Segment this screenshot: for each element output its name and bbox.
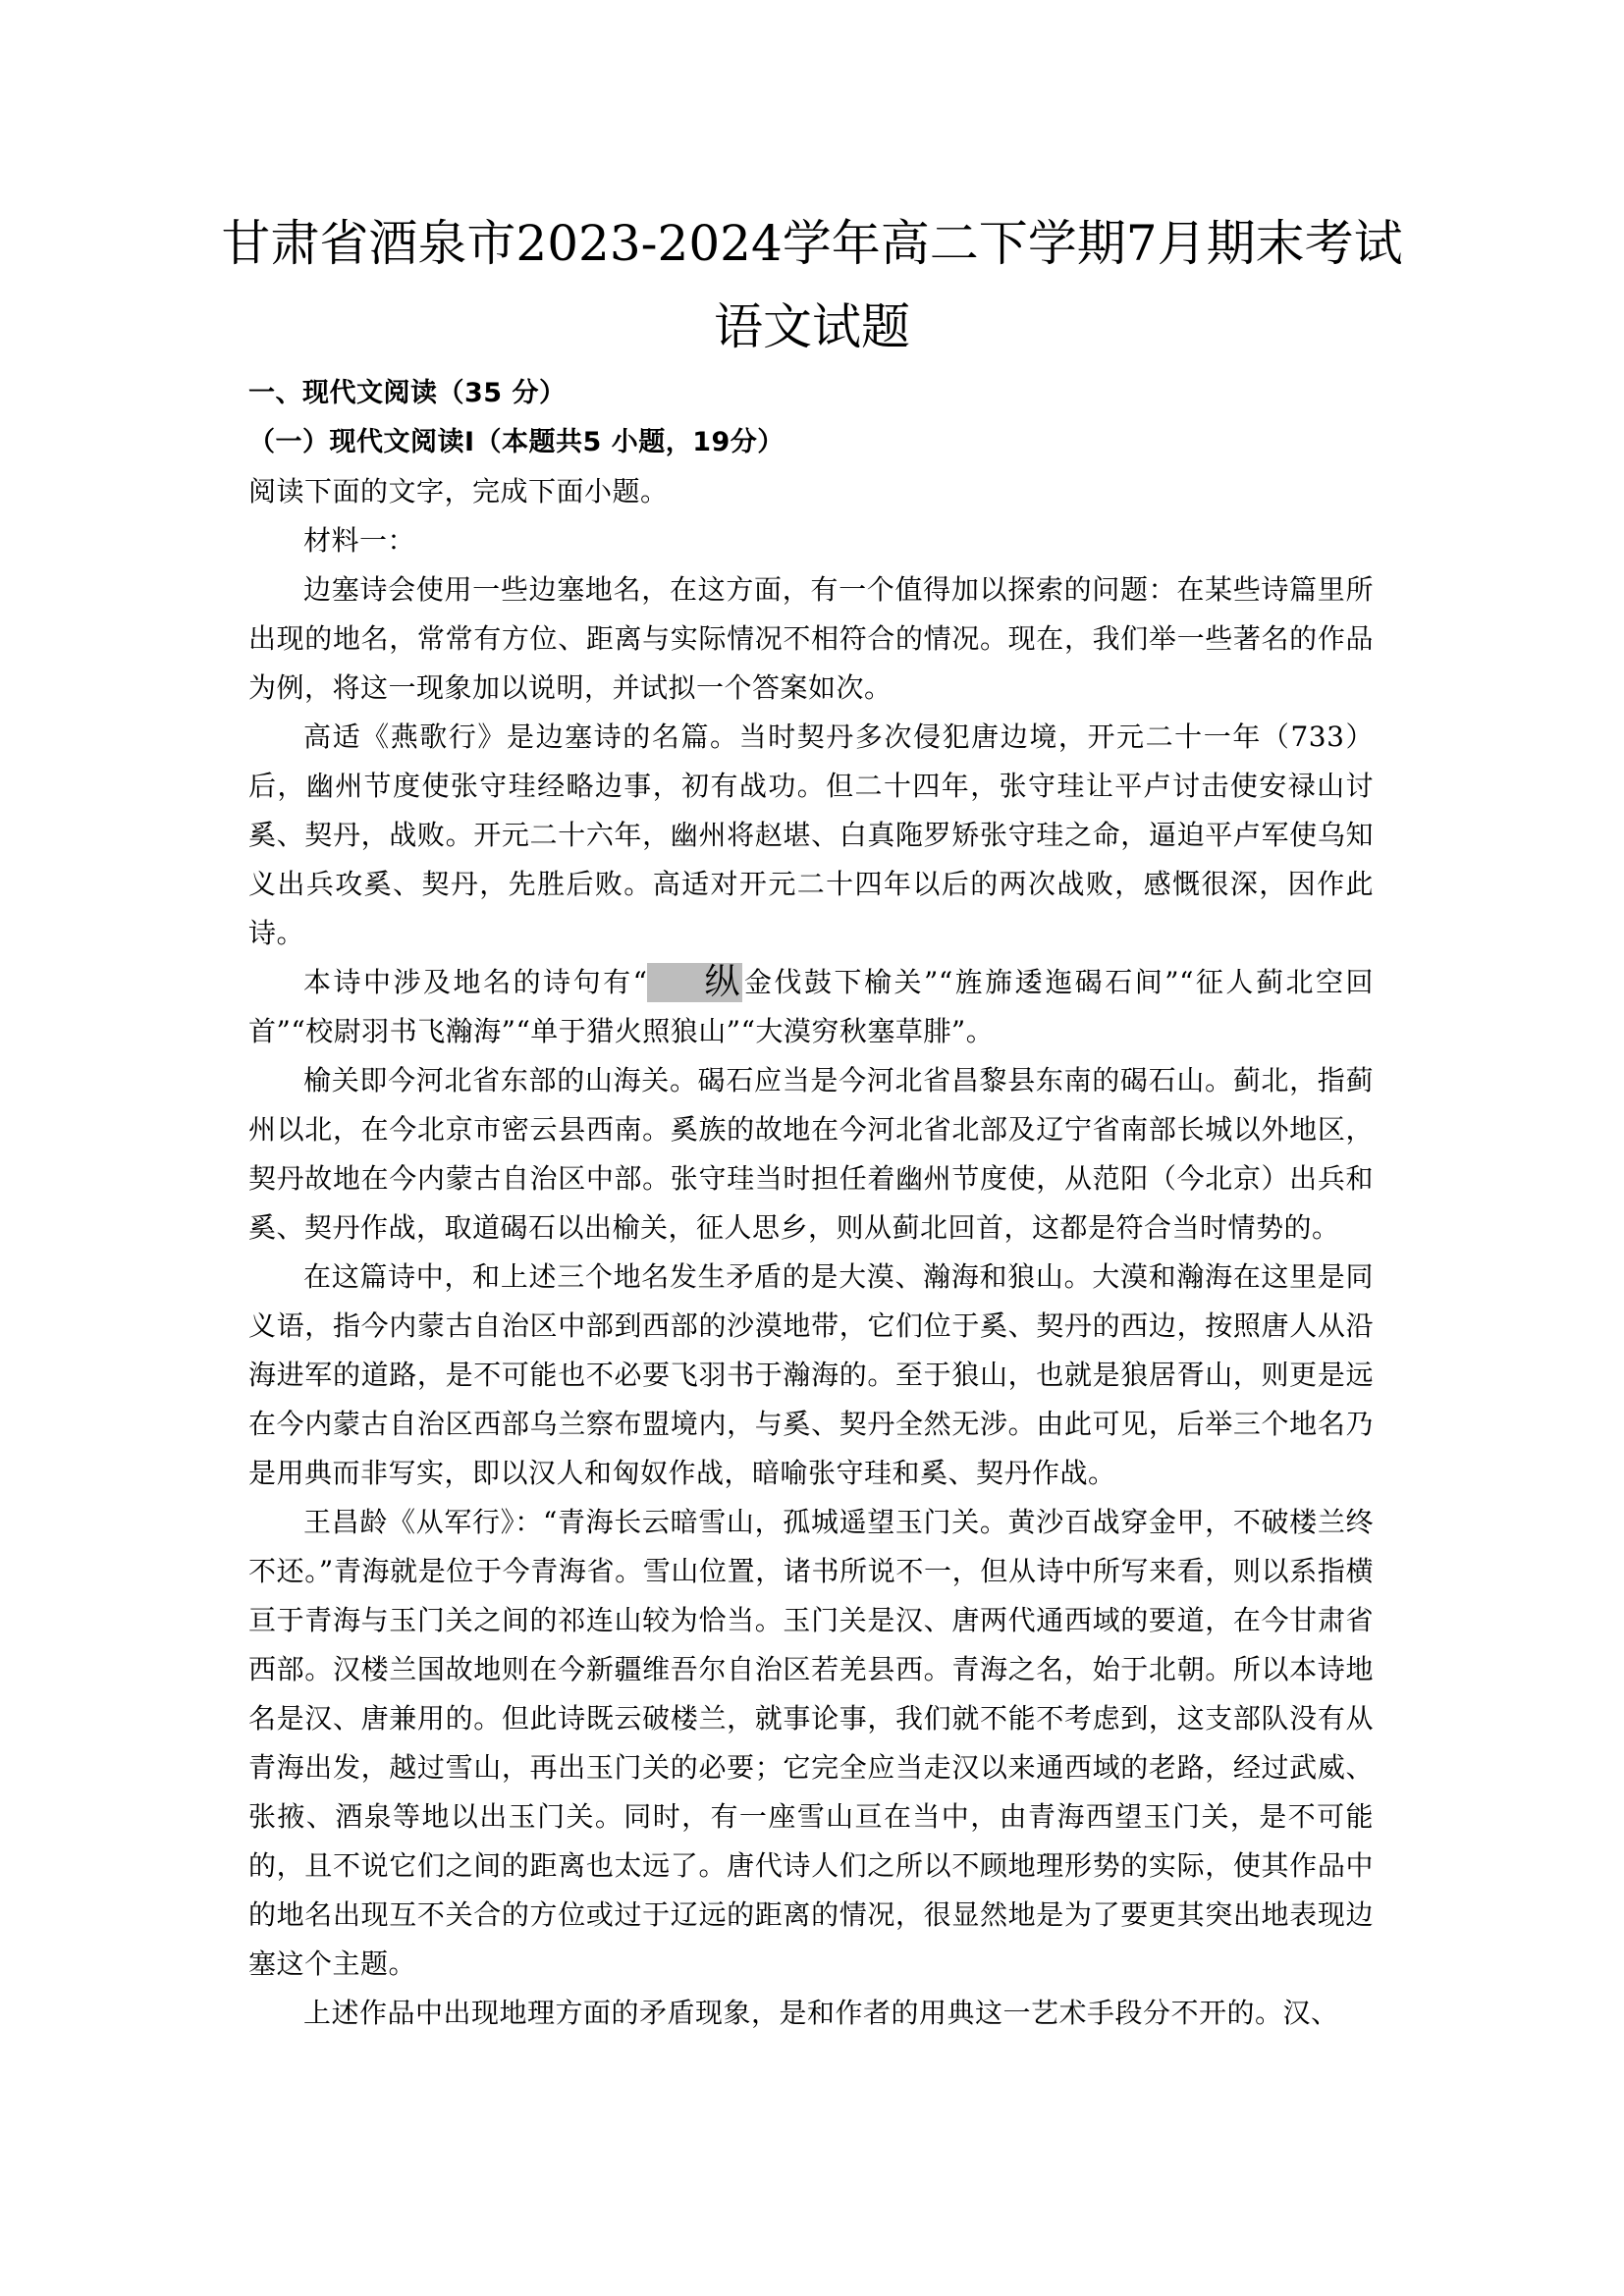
material-label: 材料一： — [303, 524, 416, 557]
paragraph-4: 榆关即今河北省东部的山海关。碣石应当是今河北省昌黎县东南的碣石山。蓟北，指蓟州以北，在今北京市密云县西南。奚族的故地在今河北省北部及辽宁省南部长城以外地区，契丹故地在今内蒙古自治区中部。张守珪当时担任着幽州节度使，从范阳（今北京）出兵和奚、契丹作战，取道碣石以出榆关，征人思乡，则从蓟北回首，这都是符合当时情势的。 — [248, 1064, 1374, 1244]
subsection-heading: （一）现代文阅读Ⅰ（本题共5 小题，19分） — [248, 427, 785, 457]
paragraph-7: 上述作品中出现地理方面的矛盾现象，是和作者的用典这一艺术手段分不开的。汉、 — [303, 1997, 1339, 2029]
exam-subtitle: 语文试题 — [714, 298, 910, 355]
section-heading: 一、现代文阅读（35 分） — [248, 378, 567, 408]
instruction-text: 阅读下面的文字，完成下面小题。 — [248, 475, 669, 507]
highlighted-character: 纵 — [647, 963, 742, 1002]
paragraph-3-rest: 金伐鼓下榆关”“旌旆逶迤碣石间”“征人蓟北空回首”“校尉羽书飞瀚海”“单于猎火照狼山”“大漠穷秋塞草腓”。 — [248, 966, 1374, 1047]
paragraph-6: 王昌龄《从军行》：“青海长云暗雪山，孤城遥望玉门关。黄沙百战穿金甲，不破楼兰终不还。”青海就是位于今青海省。雪山位置，诸书所说不一，但从诗中所写来看，则以系指横亘于青海与玉门关之间的祁连山较为恰当。玉门关是汉、唐两代通西域的要道，在今甘肃省西部。汉楼兰国故地则在今新疆维吾尔自治区若羌县西。青海之名，始于北朝。所以本诗地名是汉、唐兼用的。但此诗既云破楼兰，就事论事，我们就不能不考虑到，这支部队没有从青海出发，越过雪山，再出玉门关的必要；它完全应当走汉以来通西域的老路，经过武威、张掖、酒泉等地以出玉门关。同时，有一座雪山亘在当中，由青海西望玉门关，是不可能的，且不说它们之间的距离也太远了。唐代诗人们之所以不顾地理形势的实际，使其作品中的地名出现互不关合的方位或过于辽远的距离的情况，很显然地是为了要更其突出地表现边塞这个主题。 — [248, 1506, 1374, 1980]
paragraph-3-lead: 本诗中涉及地名的诗句有“ — [303, 966, 648, 998]
exam-body — [248, 369, 1374, 2038]
paragraph-2: 高适《燕歌行》是边塞诗的名篇。当时契丹多次侵犯唐边境，开元二十一年（733）后，幽州节度使张守珪经略边事，初有战功。但二十四年，张守珪让平卢讨击使安禄山讨奚、契丹，战败。开元二十六年，幽州将赵堪、白真陁罗矫张守珪之命，逼迫平卢军使乌知义出兵攻奚、契丹，先胜后败。高适对开元二十四年以后的两次战败，感慨很深，因作此诗。 — [248, 721, 1374, 949]
paragraph-3 — [248, 958, 1374, 1056]
exam-title: 甘肃省酒泉市2023-2024学年高二下学期7月期末考试 — [221, 215, 1403, 272]
paragraph-5: 在这篇诗中，和上述三个地名发生矛盾的是大漠、瀚海和狼山。大漠和瀚海在这里是同义语，指今内蒙古自治区中部到西部的沙漠地带，它们位于奚、契丹的西边，按照唐人从沿海进军的道路，是不可能也不必要飞羽书于瀚海的。至于狼山，也就是狼居胥山，则更是远在今内蒙古自治区西部乌兰察布盟境内，与奚、契丹全然无涉。由此可见，后举三个地名乃是用典而非写实，即以汉人和匈奴作战，暗喻张守珪和奚、契丹作战。 — [248, 1260, 1374, 1489]
paragraph-1: 边塞诗会使用一些边塞地名，在这方面，有一个值得加以探索的问题：在某些诗篇里所出现的地名，常常有方位、距离与实际情况不相符合的情况。现在，我们举一些著名的作品为例，将这一现象加以说明，并试拟一个答案如次。 — [248, 573, 1374, 704]
